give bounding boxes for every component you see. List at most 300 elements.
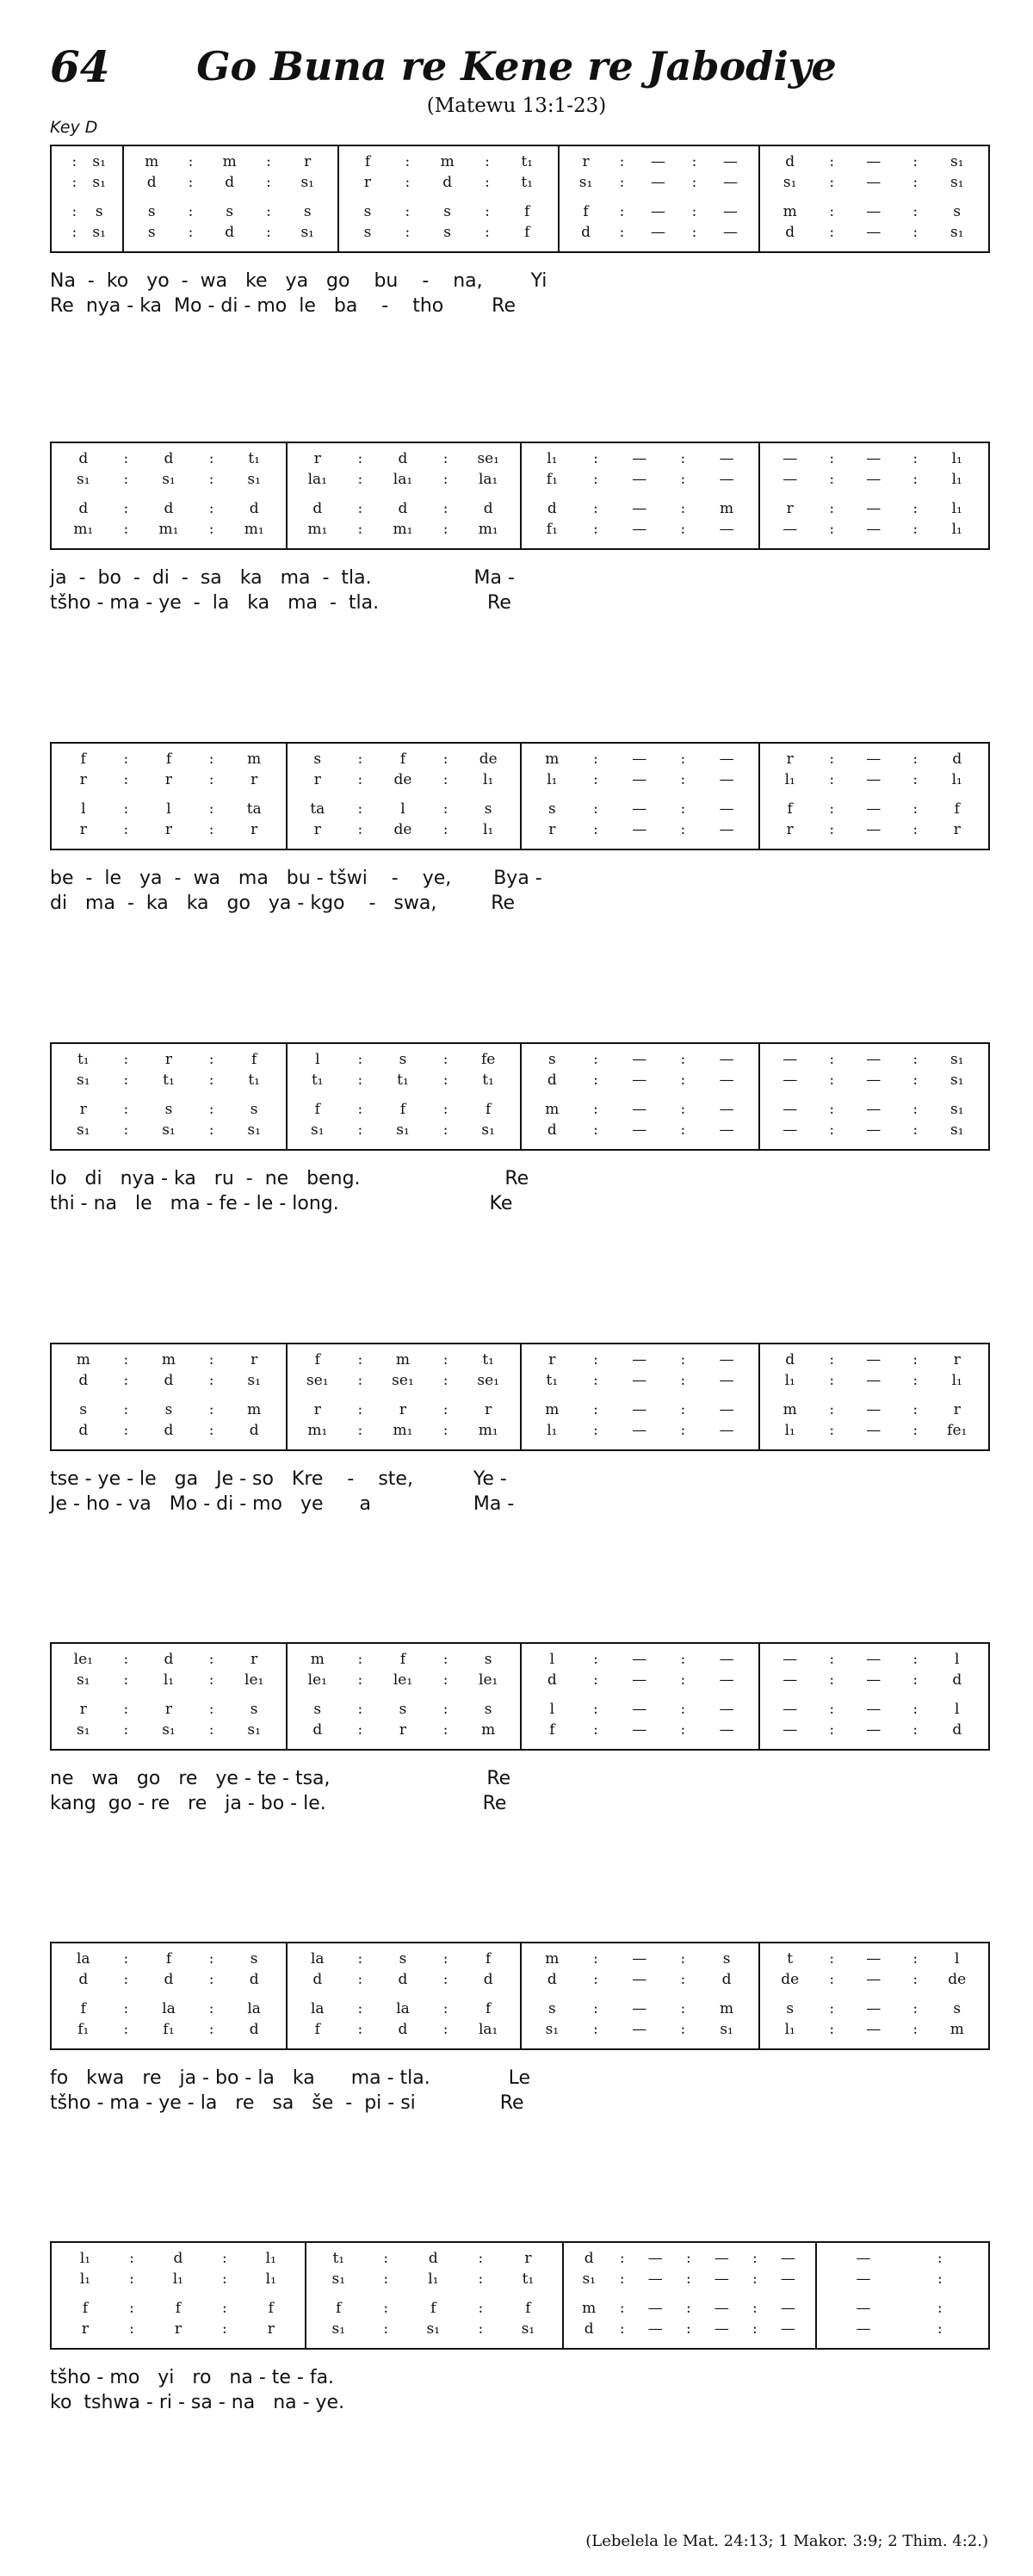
solfa-staff bbox=[50, 1042, 990, 1151]
solfa-note: : bbox=[208, 1671, 214, 1689]
solfa-note: f bbox=[314, 1351, 320, 1368]
solfa-note: : bbox=[442, 1671, 448, 1689]
solfa-note: : bbox=[485, 203, 490, 220]
solfa-note: : bbox=[680, 1101, 686, 1118]
solfa-note: f bbox=[399, 1101, 406, 1118]
solfa-note: : bbox=[829, 1721, 835, 1739]
solfa-note: l₁ bbox=[951, 500, 962, 517]
solfa-note: t₁ bbox=[521, 153, 534, 170]
solfa-note: — bbox=[632, 1072, 647, 1089]
solfa-note: d bbox=[547, 500, 557, 517]
solfa-note: s₁ bbox=[331, 2270, 346, 2288]
solfa-note: — bbox=[782, 1651, 798, 1668]
solfa-note: d bbox=[78, 1372, 89, 1389]
solfa-note: : bbox=[208, 771, 214, 788]
solfa-note: l₁ bbox=[547, 450, 558, 467]
solfa-note: — bbox=[866, 1401, 881, 1418]
solfa-note: — bbox=[719, 1651, 734, 1668]
solfa-note: : bbox=[680, 771, 686, 788]
solfa-note: — bbox=[647, 2250, 663, 2267]
lyric-line: ko tshwa - ri - sa - na na - ye. bbox=[50, 2392, 345, 2413]
solfa-note: s bbox=[79, 1401, 88, 1418]
voice-row bbox=[758, 203, 988, 220]
voice-row bbox=[305, 2300, 562, 2317]
measure bbox=[558, 146, 759, 251]
solfa-note: : bbox=[221, 2320, 227, 2338]
solfa-note: : bbox=[829, 203, 835, 220]
solfa-note: d bbox=[785, 153, 795, 170]
solfa-note: — bbox=[719, 1671, 734, 1689]
voice-row bbox=[286, 1950, 520, 1968]
solfa-note: r bbox=[251, 821, 258, 838]
solfa-note: s₁ bbox=[582, 2270, 596, 2288]
solfa-note: : bbox=[405, 174, 411, 191]
solfa-note: d bbox=[249, 1422, 259, 1439]
solfa-note: la₁ bbox=[478, 2021, 498, 2038]
solfa-note: : bbox=[912, 1401, 919, 1418]
solfa-note: : bbox=[71, 174, 77, 191]
solfa-note: : bbox=[123, 471, 129, 488]
voice-row bbox=[286, 1121, 520, 1139]
solfa-note: d bbox=[785, 1351, 795, 1368]
solfa-note: : bbox=[123, 2000, 129, 2017]
solfa-note: : bbox=[208, 450, 214, 467]
voice-row bbox=[286, 771, 520, 788]
solfa-note: : bbox=[912, 1701, 919, 1718]
solfa-note: : bbox=[405, 224, 411, 241]
solfa-note: — bbox=[866, 174, 881, 191]
voice-row bbox=[286, 521, 520, 538]
solfa-note: t₁ bbox=[397, 1072, 409, 1089]
solfa-note: : bbox=[912, 1651, 919, 1668]
solfa-note: l bbox=[81, 800, 86, 818]
solfa-note: s₁ bbox=[949, 224, 964, 241]
solfa-note: l₁ bbox=[265, 2270, 276, 2288]
lyric-line: kang go - re re ja - bo - le. Re bbox=[50, 1793, 507, 1814]
solfa-note: : bbox=[593, 800, 598, 818]
solfa-note: — bbox=[719, 1101, 734, 1118]
solfa-note: — bbox=[782, 471, 798, 488]
hymn-title: Go Buna re Kene re Jabodiye bbox=[196, 43, 837, 90]
solfa-note: — bbox=[632, 1671, 647, 1689]
solfa-note: d bbox=[312, 500, 323, 517]
solfa-note: : bbox=[912, 203, 919, 220]
solfa-note: : bbox=[442, 521, 448, 538]
solfa-note: d bbox=[225, 224, 235, 241]
solfa-note: : bbox=[357, 771, 363, 788]
solfa-note: t₁ bbox=[248, 1072, 260, 1089]
voice-row bbox=[52, 1051, 286, 1068]
solfa-note: l bbox=[955, 1950, 960, 1968]
voice-row bbox=[52, 1971, 286, 1988]
solfa-note: : bbox=[123, 1051, 129, 1068]
lyric-line: Na - ko yo - wa ke ya go bu - na, Yi bbox=[50, 270, 547, 292]
solfa-note: : bbox=[593, 1072, 598, 1089]
solfa-note: m bbox=[545, 1401, 560, 1418]
solfa-note: — bbox=[866, 1971, 881, 1988]
solfa-note: — bbox=[782, 1671, 798, 1689]
solfa-note: : bbox=[123, 751, 129, 768]
solfa-note: : bbox=[357, 1701, 363, 1718]
solfa-note: r bbox=[313, 450, 321, 467]
solfa-note: f bbox=[399, 1651, 406, 1668]
solfa-note: : bbox=[208, 500, 214, 517]
solfa-note: s₁ bbox=[949, 1051, 964, 1068]
voice-row bbox=[52, 174, 122, 191]
voice-row bbox=[52, 1422, 286, 1439]
solfa-note: r bbox=[79, 821, 87, 838]
solfa-note: f bbox=[524, 203, 530, 220]
solfa-note: : bbox=[442, 1072, 448, 1089]
solfa-note: : bbox=[680, 800, 686, 818]
solfa-note: ta bbox=[246, 800, 262, 818]
solfa-note: : bbox=[593, 471, 598, 488]
voice-row bbox=[52, 2270, 305, 2288]
solfa-note: : bbox=[937, 2250, 943, 2267]
solfa-note: de bbox=[479, 751, 498, 768]
solfa-note: : bbox=[829, 521, 835, 538]
solfa-note: : bbox=[221, 2300, 227, 2317]
solfa-note: m bbox=[76, 1351, 90, 1368]
solfa-note: s₁ bbox=[92, 153, 106, 170]
lyric-line: tšho - ma - ye - la ka ma - tla. Re bbox=[50, 592, 511, 614]
solfa-note: s₁ bbox=[247, 1121, 261, 1139]
solfa-note: : bbox=[357, 751, 363, 768]
lyric-line: di ma - ka ka go ya - kgo - swa, Re bbox=[50, 893, 516, 914]
voice-row bbox=[52, 1372, 286, 1389]
solfa-note: t₁ bbox=[546, 1372, 559, 1389]
solfa-note: : bbox=[71, 203, 77, 220]
voice-row bbox=[520, 450, 758, 467]
solfa-note: : bbox=[266, 224, 271, 241]
solfa-note: — bbox=[714, 2320, 729, 2338]
solfa-note: r bbox=[953, 821, 961, 838]
scripture-reference: (Matewu 13:1-23) bbox=[426, 95, 607, 117]
solfa-note: s₁ bbox=[162, 471, 176, 488]
solfa-note: f₁ bbox=[77, 2021, 90, 2038]
lyric-line: ne wa go re ye - te - tsa, Re bbox=[50, 1768, 511, 1789]
hymn-number: 64 bbox=[50, 41, 110, 92]
voice-row bbox=[758, 1401, 988, 1418]
solfa-note: : bbox=[442, 471, 448, 488]
voice-row bbox=[52, 1651, 286, 1668]
solfa-note: d bbox=[547, 1971, 557, 1988]
solfa-note: : bbox=[442, 1351, 448, 1368]
solfa-note: s₁ bbox=[949, 1101, 964, 1118]
solfa-note: : bbox=[593, 1701, 598, 1718]
measure bbox=[286, 744, 520, 849]
solfa-note: — bbox=[719, 751, 734, 768]
solfa-note: : bbox=[208, 521, 214, 538]
solfa-note: : bbox=[123, 1351, 129, 1368]
voice-row bbox=[758, 1051, 988, 1068]
solfa-note: : bbox=[442, 1101, 448, 1118]
solfa-note: r bbox=[399, 1721, 407, 1739]
solfa-note: l₁ bbox=[265, 2250, 276, 2267]
solfa-note: — bbox=[650, 203, 665, 220]
solfa-note: : bbox=[357, 1671, 363, 1689]
solfa-note: : bbox=[123, 1422, 129, 1439]
solfa-note: : bbox=[829, 153, 835, 170]
voice-row bbox=[520, 1671, 758, 1689]
solfa-note: d bbox=[225, 174, 235, 191]
voice-row bbox=[337, 174, 558, 191]
solfa-note: — bbox=[632, 1971, 647, 1988]
solfa-note: se₁ bbox=[477, 1372, 499, 1389]
solfa-staff bbox=[50, 442, 990, 550]
solfa-note: : bbox=[680, 1971, 686, 1988]
solfa-note: — bbox=[780, 2250, 795, 2267]
solfa-note: : bbox=[829, 1701, 835, 1718]
solfa-note: l₁ bbox=[547, 771, 558, 788]
solfa-note: m bbox=[782, 1401, 797, 1418]
solfa-note: — bbox=[632, 2021, 647, 2038]
solfa-note: : bbox=[478, 2270, 484, 2288]
solfa-note: : bbox=[912, 1671, 919, 1689]
solfa-note: : bbox=[619, 153, 625, 170]
solfa-note: s bbox=[313, 751, 322, 768]
voice-row bbox=[520, 1971, 758, 1988]
solfa-note: : bbox=[680, 1701, 686, 1718]
solfa-note: s₁ bbox=[578, 174, 593, 191]
solfa-note: — bbox=[782, 450, 798, 467]
solfa-note: : bbox=[442, 2021, 448, 2038]
solfa-note: : bbox=[937, 2270, 943, 2288]
solfa-note: — bbox=[866, 1051, 881, 1068]
measure bbox=[520, 1344, 758, 1449]
voice-row bbox=[758, 500, 988, 517]
solfa-note: : bbox=[829, 1651, 835, 1668]
solfa-note: d bbox=[442, 174, 453, 191]
solfa-note: l₁ bbox=[951, 521, 962, 538]
solfa-note: : bbox=[593, 1351, 598, 1368]
solfa-note: — bbox=[632, 1401, 647, 1418]
solfa-note: m bbox=[545, 1950, 560, 1968]
solfa-note: : bbox=[478, 2300, 484, 2317]
measure bbox=[305, 2243, 562, 2348]
measure bbox=[520, 1044, 758, 1149]
solfa-note: m₁ bbox=[478, 1422, 498, 1439]
solfa-note: l₁ bbox=[172, 2270, 184, 2288]
solfa-note: — bbox=[650, 224, 665, 241]
solfa-note: t₁ bbox=[248, 450, 260, 467]
solfa-note: : bbox=[208, 1701, 214, 1718]
solfa-note: d bbox=[78, 1971, 89, 1988]
measure bbox=[52, 1344, 286, 1449]
measure bbox=[52, 443, 286, 548]
solfa-note: — bbox=[782, 1051, 798, 1068]
solfa-note: : bbox=[357, 1971, 363, 1988]
voice-row bbox=[758, 1721, 988, 1739]
measure bbox=[286, 443, 520, 548]
solfa-note: : bbox=[208, 471, 214, 488]
solfa-note: : bbox=[593, 1372, 598, 1389]
solfa-note: : bbox=[593, 1671, 598, 1689]
voice-row bbox=[52, 500, 286, 517]
solfa-note: — bbox=[632, 1721, 647, 1739]
solfa-note: : bbox=[357, 1051, 363, 1068]
solfa-note: s₁ bbox=[92, 174, 106, 191]
solfa-note: t₁ bbox=[482, 1351, 494, 1368]
solfa-note: — bbox=[714, 2250, 729, 2267]
solfa-note: f bbox=[583, 203, 589, 220]
voice-row bbox=[558, 203, 759, 220]
voice-row bbox=[562, 2300, 815, 2317]
solfa-note: le₁ bbox=[244, 1671, 264, 1689]
solfa-note: : bbox=[442, 1121, 448, 1139]
voice-row bbox=[758, 1651, 988, 1668]
voice-row bbox=[758, 771, 988, 788]
lyrics bbox=[50, 1166, 990, 1216]
solfa-note: — bbox=[719, 1701, 734, 1718]
solfa-note: s bbox=[399, 1950, 407, 1968]
solfa-note: f bbox=[268, 2300, 274, 2317]
solfa-note: l₁ bbox=[951, 771, 962, 788]
voice-row bbox=[758, 1351, 988, 1368]
solfa-note: : bbox=[442, 1401, 448, 1418]
solfa-note: d bbox=[164, 1651, 174, 1668]
solfa-note: : bbox=[619, 174, 625, 191]
solfa-note: — bbox=[866, 821, 881, 838]
solfa-note: — bbox=[632, 1950, 647, 1968]
solfa-note: — bbox=[632, 1701, 647, 1718]
solfa-note: — bbox=[782, 521, 798, 538]
solfa-note: : bbox=[593, 821, 598, 838]
solfa-note: — bbox=[719, 1372, 734, 1389]
solfa-note: d bbox=[483, 1971, 493, 1988]
solfa-note: r bbox=[313, 821, 321, 838]
solfa-note: : bbox=[829, 471, 835, 488]
voice-row bbox=[305, 2250, 562, 2267]
solfa-note: r bbox=[548, 821, 556, 838]
lyric-line: tšho - mo yi ro na - te - fa. bbox=[50, 2367, 335, 2388]
solfa-note: s bbox=[164, 1401, 173, 1418]
solfa-note: l₁ bbox=[79, 2250, 91, 2267]
solfa-note: f bbox=[80, 2000, 86, 2017]
solfa-note: : bbox=[442, 1950, 448, 1968]
solfa-note: : bbox=[680, 500, 686, 517]
solfa-note: l bbox=[166, 800, 171, 818]
voice-row bbox=[520, 2000, 758, 2017]
solfa-note: t₁ bbox=[332, 2250, 345, 2267]
solfa-note: s bbox=[399, 1701, 407, 1718]
solfa-note: s bbox=[399, 1051, 407, 1068]
solfa-note: r bbox=[399, 1401, 407, 1418]
solfa-note: d bbox=[547, 1671, 557, 1689]
solfa-note: — bbox=[632, 1101, 647, 1118]
solfa-note: : bbox=[680, 1721, 686, 1739]
solfa-note: : bbox=[593, 1651, 598, 1668]
solfa-note: s bbox=[303, 203, 312, 220]
voice-row bbox=[758, 821, 988, 838]
voice-row bbox=[815, 2300, 988, 2317]
solfa-note: — bbox=[782, 1101, 798, 1118]
solfa-note: : bbox=[685, 2320, 691, 2338]
solfa-note: — bbox=[866, 1121, 881, 1139]
solfa-note: — bbox=[782, 1721, 798, 1739]
solfa-note: — bbox=[719, 1401, 734, 1418]
measure bbox=[52, 1644, 286, 1749]
solfa-note: — bbox=[719, 771, 734, 788]
solfa-note: — bbox=[856, 2270, 871, 2288]
solfa-note: d bbox=[398, 1971, 408, 1988]
solfa-note: r bbox=[786, 821, 794, 838]
solfa-note: : bbox=[129, 2270, 134, 2288]
solfa-note: : bbox=[357, 1721, 363, 1739]
solfa-note: m bbox=[440, 153, 455, 170]
solfa-note: m₁ bbox=[307, 1422, 328, 1439]
solfa-note: la₁ bbox=[307, 471, 327, 488]
voice-row bbox=[52, 1101, 286, 1118]
solfa-note: : bbox=[912, 471, 919, 488]
solfa-note: : bbox=[485, 174, 490, 191]
solfa-note: — bbox=[650, 153, 665, 170]
solfa-note: d bbox=[78, 1422, 89, 1439]
solfa-note: f₁ bbox=[546, 521, 558, 538]
solfa-note: : bbox=[829, 1051, 835, 1068]
solfa-note: s bbox=[363, 224, 372, 241]
solfa-note: : bbox=[221, 2270, 227, 2288]
solfa-note: : bbox=[208, 821, 214, 838]
solfa-note: fe₁ bbox=[947, 1422, 968, 1439]
solfa-note: : bbox=[442, 1051, 448, 1068]
lyrics bbox=[50, 2066, 990, 2116]
solfa-note: : bbox=[221, 2250, 227, 2267]
solfa-note: : bbox=[912, 174, 919, 191]
voice-row bbox=[758, 800, 988, 818]
solfa-note: m bbox=[395, 1351, 411, 1368]
measure bbox=[562, 2243, 815, 2348]
voice-row bbox=[520, 500, 758, 517]
solfa-note: — bbox=[782, 1701, 798, 1718]
voice-row bbox=[520, 1121, 758, 1139]
solfa-note: : bbox=[912, 1072, 919, 1089]
solfa-note: f₁ bbox=[546, 471, 558, 488]
voice-row bbox=[286, 1422, 520, 1439]
solfa-note: : bbox=[442, 1701, 448, 1718]
solfa-note: r bbox=[251, 1651, 258, 1668]
solfa-note: s₁ bbox=[300, 174, 314, 191]
solfa-note: — bbox=[866, 1701, 881, 1718]
solfa-note: m₁ bbox=[158, 521, 179, 538]
solfa-note: : bbox=[829, 1971, 835, 1988]
voice-row bbox=[520, 1721, 758, 1739]
key-signature: Key D bbox=[50, 118, 98, 137]
solfa-note: l₁ bbox=[784, 2021, 795, 2038]
solfa-note: : bbox=[357, 2021, 363, 2038]
voice-row bbox=[52, 2320, 305, 2338]
solfa-note: — bbox=[719, 521, 734, 538]
solfa-note: — bbox=[856, 2300, 871, 2317]
solfa-note: : bbox=[937, 2320, 943, 2338]
solfa-note: : bbox=[912, 2000, 919, 2017]
solfa-note: s₁ bbox=[481, 1121, 495, 1139]
solfa-note: l₁ bbox=[784, 1372, 795, 1389]
solfa-note: s₁ bbox=[545, 2021, 560, 2038]
solfa-note: : bbox=[123, 1701, 129, 1718]
voice-row bbox=[520, 1651, 758, 1668]
solfa-note: l₁ bbox=[784, 1422, 795, 1439]
solfa-note: : bbox=[912, 800, 919, 818]
solfa-note: d bbox=[785, 224, 795, 241]
solfa-note: : bbox=[593, 500, 598, 517]
solfa-note: : bbox=[829, 1121, 835, 1139]
solfa-note: d bbox=[146, 174, 157, 191]
voice-row bbox=[520, 1351, 758, 1368]
solfa-note: : bbox=[357, 521, 363, 538]
solfa-note: : bbox=[485, 153, 490, 170]
lyric-line: lo di nya - ka ru - ne beng. Re bbox=[50, 1168, 529, 1189]
